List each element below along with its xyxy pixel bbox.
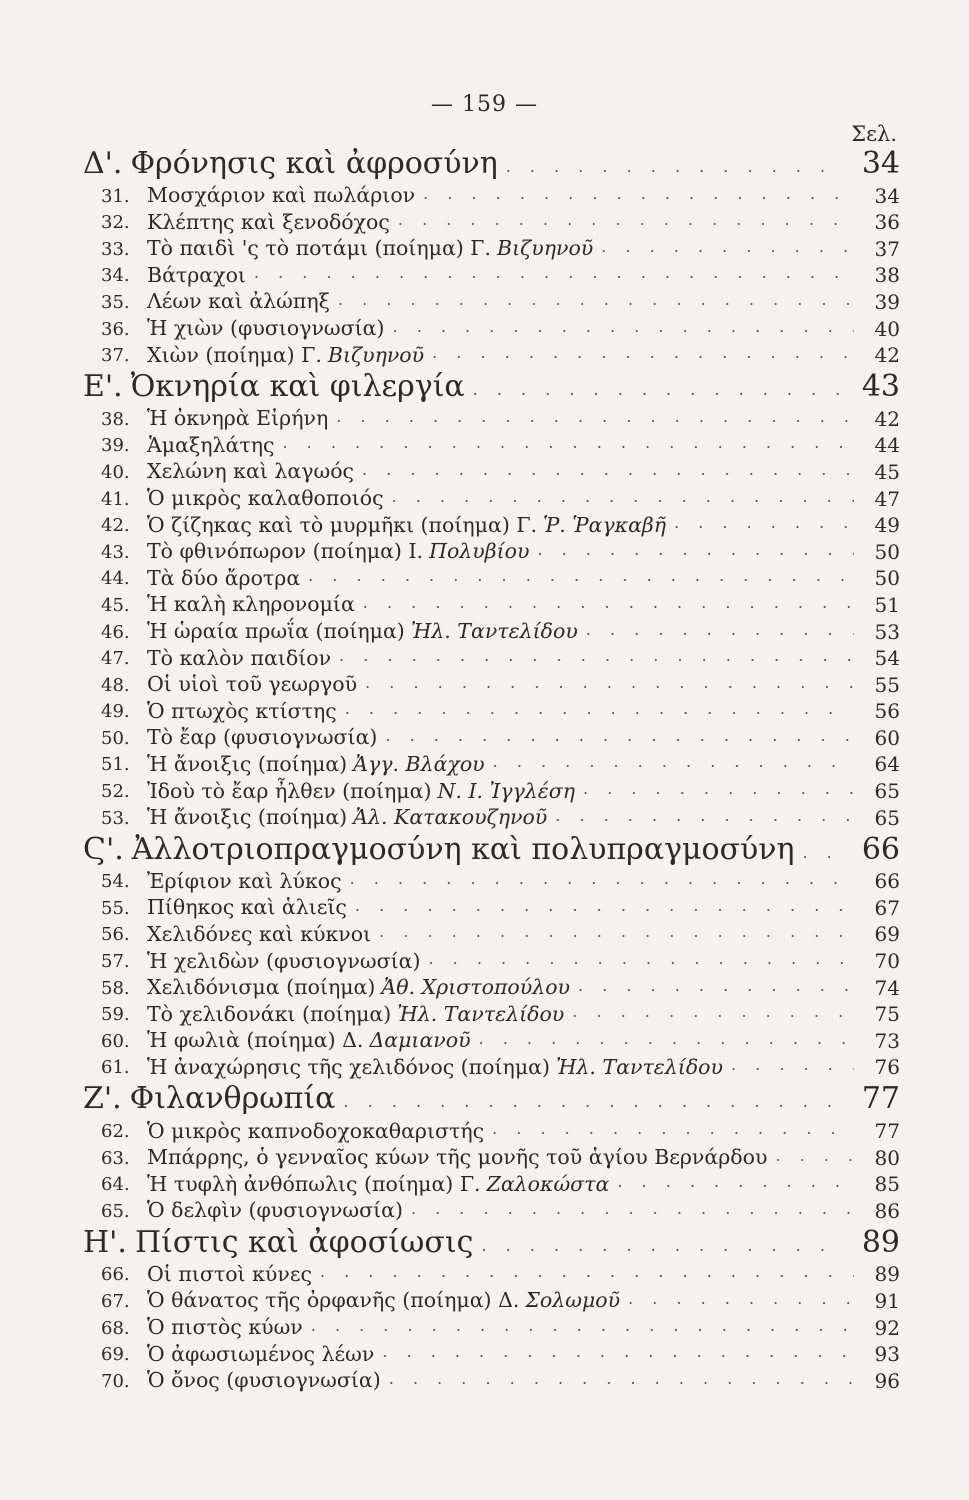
- entry-number: 47.: [101, 648, 130, 670]
- entry-page: 92: [874, 1315, 900, 1340]
- entry-page: 69: [874, 922, 900, 947]
- leader-dots: [382, 1344, 854, 1360]
- entry-title: Ἡ ἀναχώρησις τῆς χελιδόνος (ποίημα): [147, 1054, 550, 1079]
- toc-entry[interactable]: [95, 1258, 900, 1285]
- leader-dots: [492, 1121, 854, 1137]
- entry-title: Ἡ χιὼν (φυσιογνωσία): [147, 316, 385, 341]
- entry-number: 64.: [101, 1174, 130, 1196]
- entry-page: 75: [874, 1002, 900, 1027]
- entry-page: 40: [874, 316, 900, 341]
- toc-entry[interactable]: [95, 509, 900, 536]
- toc-section-heading[interactable]: [83, 828, 900, 867]
- leader-dots: [320, 1264, 854, 1280]
- toc-entry[interactable]: [95, 1194, 900, 1221]
- entry-page: 53: [874, 619, 900, 644]
- entry-author: Ῥ. Ῥαγκαβῆ: [543, 512, 667, 537]
- leader-dots: [254, 265, 854, 281]
- leader-dots: [428, 951, 854, 967]
- entry-title: Οἱ υἱοὶ τοῦ γεωργοῦ: [147, 672, 358, 697]
- section-title: Πίστις καὶ ἀφοσίωσις: [134, 1224, 474, 1260]
- leader-dots: [803, 845, 845, 861]
- entry-page: 89: [874, 1262, 900, 1287]
- entry-title: Τὸ παιδὶ 'ς τὸ ποτάμι (ποίημα) Γ.: [147, 236, 492, 261]
- entry-page: 76: [874, 1055, 900, 1080]
- leader-dots: [392, 489, 854, 505]
- toc-entry[interactable]: [95, 695, 900, 722]
- leader-dots: [362, 462, 854, 478]
- leader-dots: [628, 1291, 854, 1307]
- entry-page: 86: [874, 1198, 900, 1223]
- leader-dots: [338, 292, 854, 308]
- leader-dots: [506, 159, 844, 175]
- entry-number: 50.: [101, 727, 130, 749]
- entry-title: Ἡ καλὴ κληρονομία: [147, 592, 355, 617]
- entry-number: 57.: [101, 951, 130, 973]
- entry-author: Βιζυηνοῦ: [327, 342, 425, 367]
- toc-entry[interactable]: [95, 891, 900, 918]
- entry-number: 40.: [101, 461, 130, 483]
- entry-number: 58.: [101, 977, 130, 999]
- toc-entry[interactable]: [95, 918, 900, 945]
- entry-number: 67.: [101, 1290, 130, 1312]
- leader-dots: [411, 1201, 854, 1217]
- leader-dots: [583, 781, 854, 797]
- entry-number: 33.: [101, 238, 130, 260]
- entry-page: 91: [874, 1288, 900, 1313]
- leader-dots: [339, 648, 854, 664]
- entry-number: 52.: [101, 781, 130, 803]
- leader-dots: [350, 871, 854, 887]
- entry-number: 49.: [101, 701, 130, 723]
- entry-author: Πολυβίου: [429, 539, 530, 564]
- entry-page: 38: [874, 263, 900, 288]
- entry-number: 44.: [101, 568, 130, 590]
- entry-page: 36: [874, 210, 900, 235]
- leader-dots: [345, 701, 854, 717]
- toc-entry[interactable]: [95, 668, 900, 695]
- leader-dots: [617, 1174, 854, 1190]
- entry-title: Ἰδοὺ τὸ ἔαρ ἦλθεν (ποίημα): [147, 778, 432, 803]
- toc-section-heading[interactable]: [83, 142, 900, 181]
- toc-entry[interactable]: [95, 1141, 900, 1168]
- leader-dots: [379, 924, 854, 940]
- leader-dots: [432, 345, 854, 361]
- toc-section-heading[interactable]: [83, 1077, 900, 1117]
- entry-number: 48.: [101, 674, 130, 696]
- entry-page: 47: [874, 486, 900, 511]
- entry-page: 49: [874, 513, 900, 538]
- entry-title: Τὸ φθινόπωρον (ποίημα) Ι.: [147, 539, 424, 564]
- leader-dots: [537, 542, 854, 558]
- entry-number: 51.: [101, 754, 130, 776]
- section-page: 89: [861, 1224, 900, 1260]
- toc-entry[interactable]: [95, 1311, 900, 1338]
- section-title: Φρόνησις καὶ ἀφροσύνη: [130, 146, 498, 181]
- toc-entry[interactable]: [95, 1338, 900, 1365]
- toc-entry[interactable]: [95, 1284, 900, 1311]
- entry-author: Ζαλοκώστα: [486, 1171, 610, 1196]
- leader-dots: [365, 675, 854, 691]
- entry-title: Μπάρρης, ὁ γενναῖος κύων τῆς μονῆς τοῦ ἁγίου Βερνάρδου: [147, 1145, 768, 1170]
- entry-title: Ἁμαξηλάτης: [147, 432, 275, 457]
- toc-entry[interactable]: [95, 232, 900, 259]
- entry-title: Ἐρίφιον καὶ λύκος: [147, 868, 342, 893]
- toc-entry[interactable]: [95, 998, 900, 1025]
- entry-title: Οἱ πιστοὶ κύνες: [147, 1261, 312, 1286]
- entry-number: 65.: [101, 1200, 130, 1222]
- entry-number: 37.: [101, 345, 130, 367]
- leader-dots: [343, 1094, 844, 1110]
- section-letter: Η'.: [83, 1224, 127, 1260]
- section-page: 77: [861, 1081, 900, 1117]
- leader-dots: [493, 754, 854, 770]
- leader-dots: [336, 409, 854, 425]
- entry-page: 56: [874, 699, 900, 724]
- entry-number: 41.: [101, 488, 130, 510]
- entry-title: Ἡ φωλιὰ (ποίημα) Δ.: [147, 1028, 364, 1053]
- entry-title: Ὁ μικρὸς καπνοδοχοκαθαριστής: [147, 1118, 485, 1143]
- entry-page: 37: [874, 236, 900, 261]
- toc-entry[interactable]: [95, 482, 900, 509]
- leader-dots: [355, 898, 854, 914]
- leader-dots: [586, 622, 854, 638]
- section-letter: Ϛ'.: [83, 831, 124, 867]
- entry-title: Τὸ ἔαρ (φυσιογνωσία): [147, 725, 378, 750]
- toc-entry[interactable]: [95, 801, 900, 828]
- entry-page: 50: [874, 539, 900, 564]
- toc-entry[interactable]: [95, 455, 900, 482]
- toc-entry[interactable]: [95, 1364, 900, 1391]
- entry-page: 85: [874, 1172, 900, 1197]
- entry-page: 65: [874, 805, 900, 830]
- leader-dots: [363, 595, 854, 611]
- leader-dots: [674, 515, 854, 531]
- leader-dots: [572, 1004, 854, 1020]
- toc-entry[interactable]: [95, 312, 900, 339]
- entry-title: Χιὼν (ποίημα) Γ.: [147, 342, 322, 367]
- section-title: Φιλανθρωπία: [129, 1081, 336, 1117]
- entry-author: Ἠλ. Ταντελίδου: [410, 619, 578, 643]
- entry-number: 69.: [101, 1344, 130, 1366]
- entry-number: 53.: [101, 807, 130, 829]
- leader-dots: [423, 186, 854, 202]
- leader-dots: [578, 978, 854, 994]
- toc-section-heading[interactable]: [83, 1221, 900, 1260]
- entry-number: 31.: [101, 185, 130, 207]
- entry-page: 64: [874, 752, 900, 777]
- toc-entry[interactable]: [95, 615, 900, 642]
- entry-number: 46.: [101, 621, 130, 643]
- entry-number: 36.: [101, 318, 130, 340]
- entry-author: Ἠλ. Ταντελίδου: [555, 1054, 723, 1079]
- toc-entry[interactable]: [95, 339, 900, 366]
- leader-dots: [775, 1148, 854, 1164]
- entry-title: Ἡ ἄνοιξις (ποίημα): [147, 751, 348, 776]
- entry-page: 77: [874, 1119, 900, 1143]
- entry-title: Χελιδόνισμα (ποίημα): [147, 975, 376, 1000]
- toc-entry[interactable]: [95, 1114, 900, 1141]
- entry-number: 63.: [101, 1147, 130, 1169]
- entry-number: 70.: [101, 1370, 130, 1392]
- entry-title: Τὸ χελιδονάκι (ποίημα): [147, 1001, 392, 1026]
- entry-author: Ν. Ι. Ἰγγλέση: [437, 778, 576, 803]
- toc-entry[interactable]: [95, 721, 900, 748]
- entry-page: 73: [874, 1028, 900, 1053]
- entry-title: Βάτραχοι: [147, 262, 246, 287]
- entry-title: Ὁ μικρὸς καλαθοποιός: [147, 486, 384, 511]
- entry-title: Ἡ χελιδὼν (φυσιογνωσία): [147, 948, 421, 973]
- entry-title: Ἡ ὡραία πρωΐα (ποίημα): [147, 619, 405, 643]
- section-letter: Ε'.: [83, 369, 123, 405]
- entry-title: Λέων καὶ ἀλώπηξ: [147, 289, 330, 314]
- page-number: — 159 —: [431, 92, 538, 117]
- toc-entry[interactable]: [95, 259, 900, 286]
- leader-dots: [731, 1057, 854, 1073]
- entry-page: 66: [874, 869, 900, 894]
- toc-entry[interactable]: [95, 1168, 900, 1195]
- entry-title: Χελώνη καὶ λαγωός: [147, 459, 355, 484]
- entry-page: 70: [874, 949, 900, 974]
- table-of-contents: [83, 142, 900, 1393]
- entry-page: 51: [874, 592, 900, 617]
- entry-page: 44: [874, 433, 900, 458]
- entry-number: 61.: [101, 1057, 130, 1079]
- entry-page: 74: [874, 975, 900, 1000]
- entry-page: 34: [874, 183, 900, 208]
- entry-page: 54: [874, 646, 900, 671]
- toc-entry[interactable]: [95, 429, 900, 456]
- entry-title: Χελιδόνες καὶ κύκνοι: [147, 921, 372, 946]
- entry-number: 34.: [101, 265, 130, 287]
- toc-entry[interactable]: [95, 588, 900, 615]
- section-letter: Δ'.: [83, 146, 123, 181]
- section-title: Ὀκνηρία καὶ φιλεργία: [130, 369, 465, 405]
- entry-title: Ἡ ὀκνηρὰ Εἰρήνη: [147, 406, 329, 431]
- entry-author: Ἀλ. Κατακουζηνοῦ: [353, 805, 548, 830]
- section-page: 66: [861, 831, 900, 867]
- entry-page: 50: [874, 566, 900, 591]
- entry-author: Σολωμοῦ: [525, 1288, 621, 1313]
- leader-dots: [601, 239, 854, 255]
- toc-entry[interactable]: [95, 865, 900, 892]
- entry-page: 80: [874, 1145, 900, 1170]
- leader-dots: [389, 1371, 854, 1387]
- entry-page: 65: [874, 779, 900, 804]
- page-column-label: Σελ.: [851, 122, 897, 146]
- entry-number: 66.: [101, 1264, 130, 1286]
- entry-page: 67: [874, 895, 900, 920]
- entry-author: Ἠλ. Ταντελίδου: [397, 1001, 565, 1026]
- toc-entry[interactable]: [95, 285, 900, 312]
- entry-title: Ὁ δελφὶν (φυσιογνωσία): [147, 1198, 403, 1223]
- section-page: 43: [861, 369, 900, 405]
- section-letter: Ζ'.: [83, 1081, 122, 1117]
- entry-title: Ἡ τυφλὴ ἀνθόπωλις (ποίημα) Γ.: [147, 1171, 481, 1196]
- toc-entry[interactable]: [95, 642, 900, 669]
- leader-dots: [473, 382, 844, 398]
- toc-entry[interactable]: [95, 535, 900, 562]
- entry-title: Ὁ πτωχὸς κτίστης: [147, 698, 337, 723]
- entry-page: 96: [874, 1368, 900, 1393]
- toc-entry[interactable]: [95, 748, 900, 775]
- leader-dots: [393, 319, 854, 335]
- entry-number: 45.: [101, 594, 130, 616]
- leader-dots: [555, 808, 854, 824]
- entry-title: Ὁ πιστὸς κύων: [147, 1315, 303, 1340]
- entry-page: 93: [874, 1342, 900, 1367]
- entry-number: 55.: [101, 897, 130, 919]
- entry-title: Ὁ ὄνος (φυσιογνωσία): [147, 1368, 381, 1393]
- toc-section-heading[interactable]: [83, 365, 900, 405]
- entry-number: 62.: [101, 1121, 130, 1142]
- entry-page: 39: [874, 289, 900, 314]
- toc-entry[interactable]: [95, 971, 900, 998]
- toc-entry[interactable]: [95, 206, 900, 233]
- entry-author: Δαμιανοῦ: [369, 1028, 471, 1053]
- entry-number: 43.: [101, 541, 130, 563]
- leader-dots: [479, 1031, 854, 1047]
- entry-number: 54.: [101, 871, 130, 893]
- toc-entry[interactable]: [95, 774, 900, 804]
- leader-dots: [385, 728, 854, 744]
- entry-title: Πίθηκος καὶ ἁλιεῖς: [147, 895, 347, 920]
- entry-title: Ὁ ἀφωσιωμένος λέων: [147, 1341, 375, 1366]
- leader-dots: [398, 212, 854, 228]
- entry-number: 68.: [101, 1317, 130, 1339]
- toc-entry[interactable]: [95, 402, 900, 429]
- entry-number: 42.: [101, 515, 130, 537]
- leader-dots: [282, 435, 854, 451]
- entry-page: 55: [874, 672, 900, 697]
- leader-dots: [311, 1318, 854, 1334]
- leader-dots: [308, 568, 854, 584]
- entry-title: Μοσχάριον καὶ πωλάριον: [147, 183, 416, 208]
- toc-entry[interactable]: [95, 1024, 900, 1051]
- entry-number: 39.: [101, 435, 130, 457]
- entry-author: Ἀθ. Χριστοπούλου: [381, 975, 571, 1000]
- entry-author: Βιζυηνοῦ: [497, 236, 594, 261]
- section-page: 34: [861, 146, 900, 181]
- leader-dots: [481, 1238, 844, 1254]
- entry-number: 32.: [101, 212, 130, 234]
- entry-title: Ἡ ἄνοιξις (ποίημα): [147, 805, 348, 830]
- entry-title: Κλέπτης καὶ ξενοδόχος: [147, 209, 390, 234]
- entry-title: Τὰ δύο ἄροτρα: [147, 565, 301, 590]
- entry-page: 45: [874, 459, 900, 484]
- toc-entry[interactable]: [95, 562, 900, 589]
- entry-number: 60.: [101, 1030, 130, 1052]
- entry-number: 35.: [101, 291, 130, 313]
- entry-title: Ὁ θάνατος τῆς ὀρφανῆς (ποίημα) Δ.: [147, 1288, 520, 1313]
- entry-page: 60: [874, 725, 900, 750]
- entry-author: Ἀγγ. Βλάχου: [353, 751, 485, 776]
- section-title: Ἀλλοτριοπραγμοσύνη καὶ πολυπραγμοσύνη: [131, 831, 795, 867]
- entry-number: 38.: [101, 408, 130, 430]
- entry-page: 42: [874, 343, 900, 368]
- entry-title: Τὸ καλὸν παιδίον: [147, 645, 332, 670]
- toc-entry[interactable]: [95, 944, 900, 974]
- entry-page: 42: [874, 406, 900, 431]
- entry-number: 59.: [101, 1004, 130, 1026]
- toc-entry[interactable]: [95, 179, 900, 206]
- entry-number: 56.: [101, 924, 130, 946]
- entry-title: Ὁ ζίζηκας καὶ τὸ μυρμῆκι (ποίημα) Γ.: [147, 512, 538, 537]
- toc-entry[interactable]: [95, 1051, 900, 1078]
